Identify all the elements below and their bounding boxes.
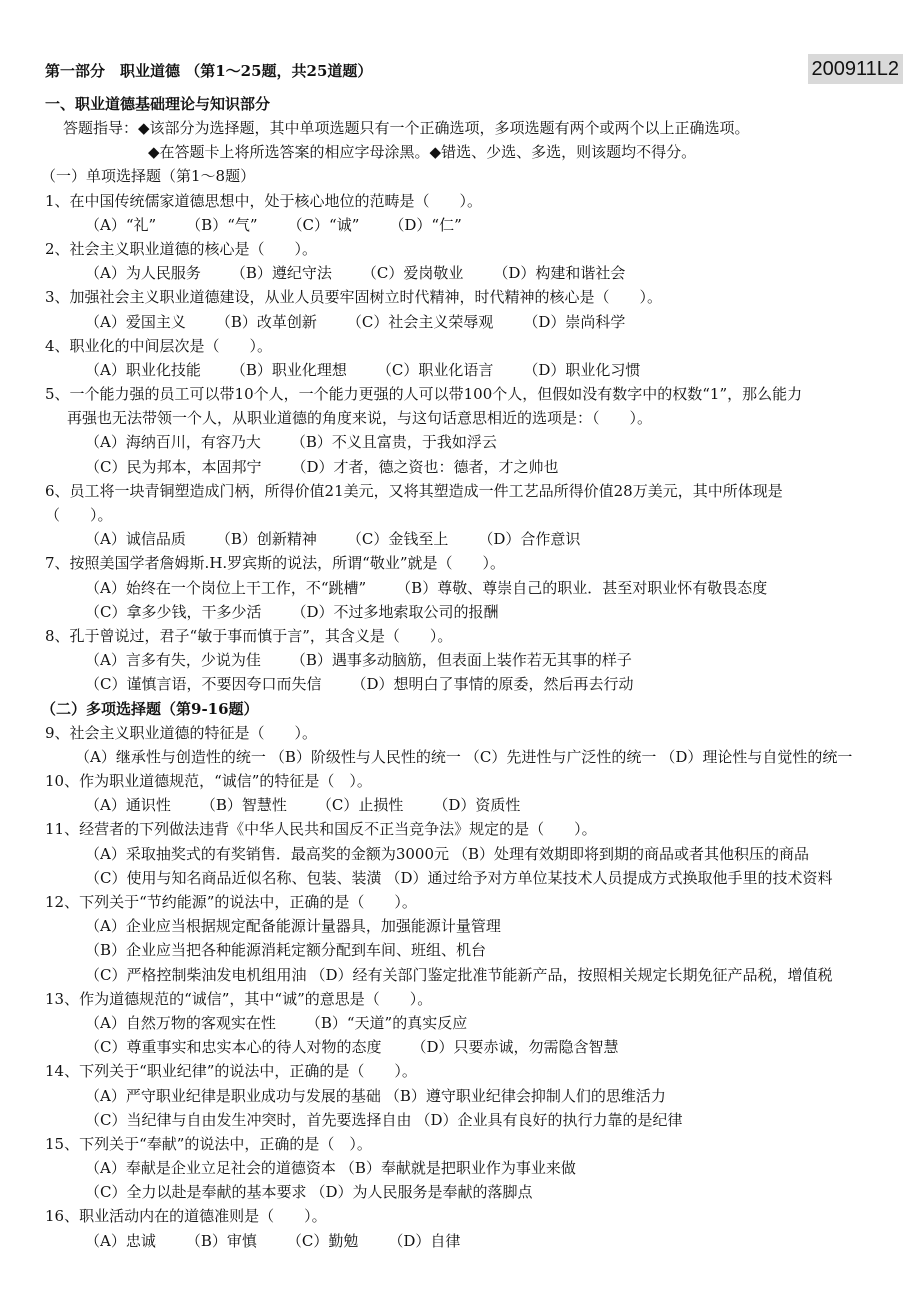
answer-option-b: （B）“天道”的真实反应 <box>305 1013 468 1032</box>
question-text: 16、职业活动内在的道德准则是（ ）。 <box>45 1207 327 1226</box>
answer-option-b: （B）处理有效期即将到期的商品或者其他积压的商品 <box>453 844 810 863</box>
question-item <box>45 769 895 817</box>
group-heading: （一）单项选择题（第1～8题） <box>41 167 256 186</box>
answer-option-d: （D）想明白了事情的原委，然后再去行动 <box>351 675 634 694</box>
answer-option-b: （B）遵纪守法 <box>230 264 332 283</box>
answer-option-d: （D）经有关部门鉴定批准节能新产品，按照相关规定长期免征产品税，增值税 <box>310 965 833 984</box>
option-row <box>45 842 895 866</box>
question-item <box>45 721 895 769</box>
answer-option-a: （A）诚信品质 <box>85 530 186 549</box>
question-text: 3、加强社会主义职业道德建设，从业人员要牢固树立时代精神，时代精神的核心是（ ）。 <box>45 288 663 307</box>
answer-option-a: （A）严守职业纪律是职业成功与发展的基础 <box>85 1086 381 1105</box>
option-row <box>45 1229 895 1253</box>
answer-option-b: （B）智慧性 <box>200 796 287 815</box>
question-text: 9、社会主义职业道德的特征是（ ）。 <box>45 723 318 742</box>
answer-option-c: （C）勤勉 <box>286 1231 359 1250</box>
answer-option-b: （B）“气” <box>186 215 258 234</box>
answer-option-c: （C）止损性 <box>316 796 404 815</box>
answer-option-a: （A）自然万物的客观实在性 <box>85 1013 276 1032</box>
question-text-continued: （ ）。 <box>45 506 113 524</box>
answer-option-b: （B）尊敬、尊崇自己的职业．甚至对职业怀有敬畏态度 <box>396 578 768 597</box>
answer-option-b: （B）改革创新 <box>215 312 317 331</box>
answer-option-c: （C）严格控制柴油发电机组用油 <box>85 965 307 984</box>
answer-option-d: （D）职业化习惯 <box>523 360 641 379</box>
question-item <box>45 189 895 237</box>
answer-option-b: （B）遇事多动脑筋，但表面上装作若无其事的样子 <box>290 651 632 670</box>
answer-option-c: （C）拿多少钱，干多少活 <box>85 602 262 621</box>
question-text: 14、下列关于“职业纪律”的说法中，正确的是（ ）。 <box>45 1062 417 1081</box>
answer-option-c: （C）社会主义荣辱观 <box>346 312 494 331</box>
answer-option-a: （A）海纳百川，有容乃大 <box>85 433 261 452</box>
option-row <box>45 1035 895 1059</box>
answer-option-d: （D）“仁” <box>389 215 462 234</box>
option-row <box>45 793 895 817</box>
question-groups <box>41 164 895 1252</box>
option-row <box>45 938 895 962</box>
question-item <box>45 551 895 624</box>
answer-option-b: （B）创新精神 <box>215 530 317 549</box>
answer-option-a: （A）采取抽奖式的有奖销售．最高奖的金额为3000元 <box>85 844 450 863</box>
question-item <box>45 1204 895 1252</box>
answer-option-b: （B）遵守职业纪律会抑制人们的思维活力 <box>384 1086 666 1105</box>
question-text: 5、一个能力强的员工可以带10个人，一个能力更强的人可以带100个人，但假如没有数字中的权数“1”，那么能力 <box>45 385 803 404</box>
question-text: 12、下列关于“节约能源”的说法中，正确的是（ ）。 <box>45 893 417 911</box>
answer-option-d: （D）理论性与自觉性的统一 <box>660 747 853 766</box>
question-text: 11、经营者的下列做法违背《中华人民共和国反不正当竞争法》规定的是（ ）。 <box>45 820 597 839</box>
question-text: 6、员工将一块青铜塑造成门柄，所得价值21美元，又将其塑造成一件工艺品所得价值28万美元，其中所体现是 <box>45 481 783 500</box>
answer-option-b: （B）审慎 <box>185 1231 257 1250</box>
answer-option-d: （D）企业具有良好的执行力靠的是纪律 <box>415 1110 683 1129</box>
answer-option-a: （A）始终在一个岗位上干工作，不“跳槽” <box>85 578 367 597</box>
question-item <box>45 237 895 285</box>
question-text: 2、社会主义职业道德的核心是（ ）。 <box>45 239 318 258</box>
question-text: 13、作为道德规范的“诚信”，其中“诚”的意思是（ ）。 <box>45 989 433 1008</box>
answer-option-a: （A）言多有失，少说为佳 <box>85 651 261 670</box>
answer-option-c: （C）全力以赴是奉献的基本要求 <box>85 1183 307 1202</box>
answer-option-c: （C）金钱至上 <box>346 530 449 549</box>
option-row <box>45 745 895 769</box>
guide-text-1: ◆该部分为选择题，其中单项选题只有一个正确选项，多项选题有两个或两个以上正确选项。 <box>138 119 750 137</box>
question-item <box>45 987 895 1060</box>
option-row <box>45 527 895 551</box>
guide-label: 答题指导： <box>63 119 139 137</box>
question-item <box>45 285 895 333</box>
question-item <box>45 334 895 382</box>
group-heading: （二）多项选择题（第9-16题） <box>41 699 259 718</box>
answer-option-d: （D）不过多地索取公司的报酬 <box>291 602 499 621</box>
answer-option-d: （D）自律 <box>388 1231 461 1250</box>
option-row <box>45 963 895 987</box>
part-title: 第一部分 职业道德 （第1～25题，共25道题） <box>45 62 373 80</box>
answer-option-c: （C）爱岗敬业 <box>361 264 464 283</box>
answer-option-c: （C）职业化语言 <box>376 360 494 379</box>
answer-option-c: （C）先进性与广泛性的统一 <box>464 747 657 766</box>
answer-option-d: （D）为人民服务是奉献的落脚点 <box>310 1183 533 1202</box>
answer-option-c: （C）尊重事实和忠实本心的待人对物的态度 <box>85 1038 382 1057</box>
option-row <box>45 1156 895 1180</box>
option-row <box>45 914 895 938</box>
answer-option-c: （C）使用与知名商品近似名称、包装、装潢 <box>85 868 382 887</box>
answer-option-a: （A）企业应当根据规定配备能源计量器具，加强能源计量管理 <box>85 917 501 936</box>
option-row <box>45 455 895 479</box>
answer-option-d: （D）通过给予对方单位某技术人员提成方式换取他手里的技术资料 <box>385 868 833 887</box>
option-row <box>45 1011 895 1035</box>
answer-option-a: （A）为人民服务 <box>85 264 201 283</box>
question-text: 4、职业化的中间层次是（ ）。 <box>45 336 273 355</box>
option-row <box>45 1180 895 1204</box>
question-item <box>45 1059 895 1132</box>
option-row <box>45 261 895 285</box>
answer-option-a: （A）通识性 <box>85 796 171 815</box>
question-item <box>45 382 895 479</box>
answer-option-d: （D）才者，德之资也：德者，才之帅也 <box>291 457 559 476</box>
answer-option-b: （B）不义且富贵，于我如浮云 <box>290 433 497 452</box>
answer-option-c: （C）谨慎言语，不要因夸口而失信 <box>85 675 322 694</box>
question-text: 10、作为职业道德规范，“诚信”的特征是（ ）。 <box>45 772 372 791</box>
question-text: 15、下列关于“奉献”的说法中，正确的是（ ）。 <box>45 1134 372 1153</box>
question-item <box>45 479 895 552</box>
question-group <box>41 164 895 696</box>
question-text: 1、在中国传统儒家道德思想中，处于核心地位的范畴是（ ）。 <box>45 191 483 210</box>
answer-option-a: （A）“礼” <box>85 215 157 234</box>
answer-option-a: （A）职业化技能 <box>85 360 201 379</box>
section-heading: 一、职业道德基础理论与知识部分 <box>45 95 271 113</box>
answer-option-d: （D）只要赤诚，勿需隐含智慧 <box>411 1038 619 1057</box>
question-text: 8、孔于曾说过，君子“敏于事而慎于言”，其含义是（ ）。 <box>45 626 453 645</box>
guide-line-1 <box>45 116 895 140</box>
option-row <box>45 358 895 382</box>
answer-option-a: （A）奉献是企业立足社会的道德资本 <box>85 1159 336 1178</box>
answer-option-c: （C）民为邦本，本固邦宁 <box>85 457 262 476</box>
question-item <box>45 624 895 697</box>
answer-option-b: （B）职业化理想 <box>230 360 347 379</box>
answer-option-b: （B）阶级性与人民性的统一 <box>269 747 461 766</box>
answer-option-a: （A）爱国主义 <box>85 312 186 331</box>
question-item <box>45 817 895 890</box>
question-item <box>45 890 895 987</box>
answer-option-c: （C）当纪律与自由发生冲突时，首先要选择自由 <box>85 1110 412 1129</box>
answer-option-d: （D）构建和谐社会 <box>493 264 626 283</box>
option-row <box>45 213 895 237</box>
option-row <box>45 1084 895 1108</box>
answer-option-d: （D）合作意识 <box>478 530 581 549</box>
header <box>45 58 899 84</box>
guide-line-2: ◆在答题卡上将所选答案的相应字母涂黑。◆错选、少选、多选，则该题均不得分。 <box>148 143 697 162</box>
answer-option-d: （D）资质性 <box>433 796 521 815</box>
option-row <box>45 672 895 696</box>
question-item <box>45 1132 895 1205</box>
option-row <box>45 576 895 600</box>
answer-option-c: （C）“诚” <box>287 215 360 234</box>
question-text: 7、按照美国学者詹姆斯.H.罗宾斯的说法，所谓“敬业”就是（ ）。 <box>45 554 506 573</box>
answer-option-a: （A）继承性与创造性的统一 <box>75 747 266 766</box>
answer-option-a: （A）忠诚 <box>85 1231 156 1250</box>
answer-option-d: （D）崇尚科学 <box>523 312 626 331</box>
answer-option-b: （B）企业应当把各种能源消耗定额分配到车间、班组、机台 <box>85 941 487 960</box>
question-group <box>41 697 895 1253</box>
option-row <box>45 310 895 334</box>
option-row <box>45 866 895 890</box>
option-row <box>45 1108 895 1132</box>
option-row <box>45 600 895 624</box>
option-row <box>45 430 895 454</box>
answer-option-b: （B）奉献就是把职业作为事业来做 <box>339 1159 576 1178</box>
exam-code-badge: 200911L2 <box>808 54 904 84</box>
option-row <box>45 648 895 672</box>
exam-document <box>41 58 899 1253</box>
question-text-continued: 再强也无法带领一个人，从职业道德的角度来说，与这句话意思相近的选项是：（ ）。 <box>67 409 653 428</box>
